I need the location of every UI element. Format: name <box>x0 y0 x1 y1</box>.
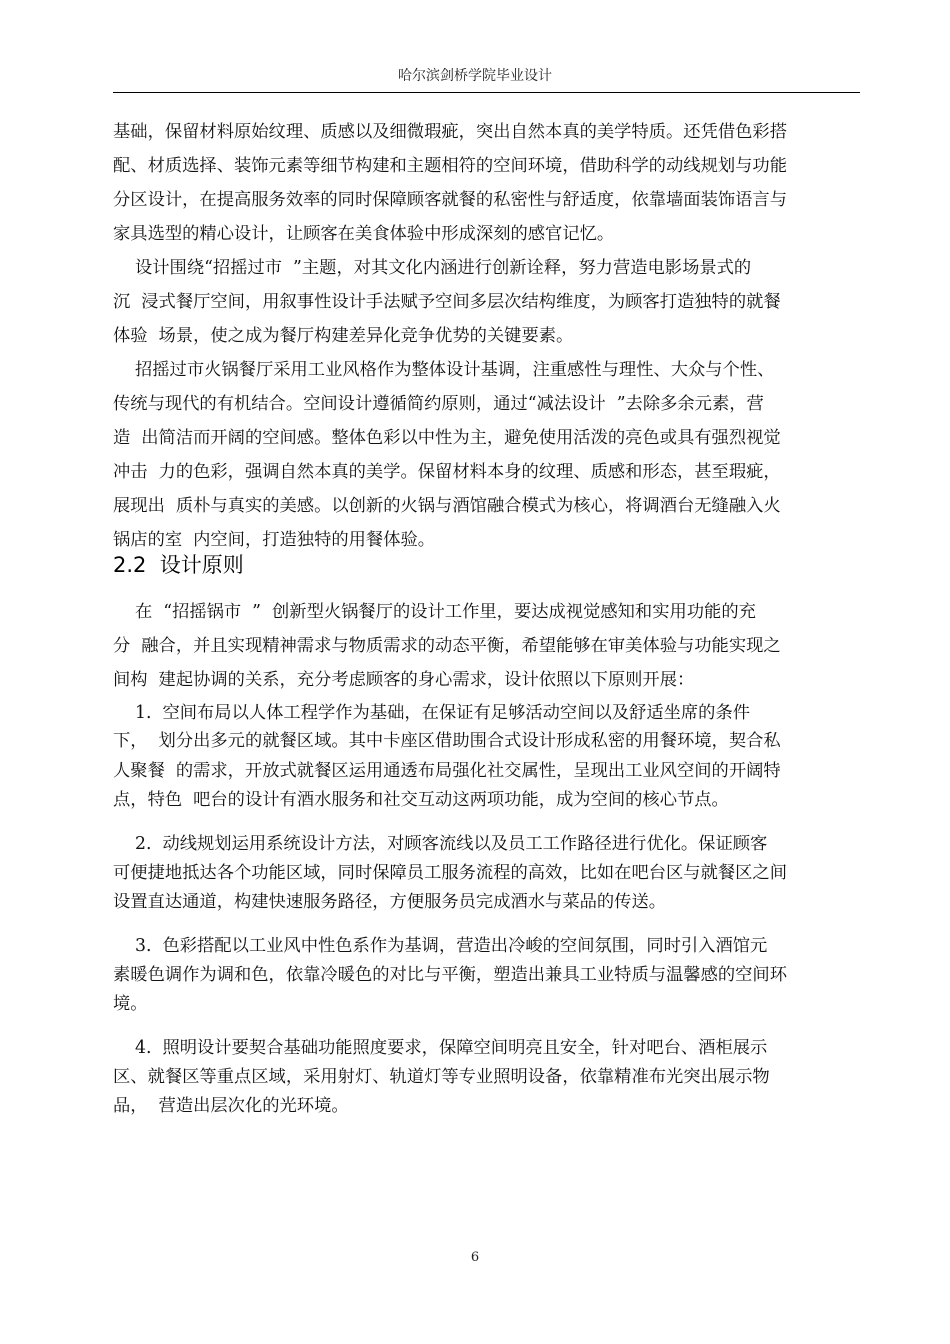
paragraph-line: 设计围绕“招摇过市 ”主题，对其文化内涵进行创新诠释，努力营造电影场景式的 <box>113 258 752 278</box>
paragraph-line: 冲击 力的色彩，强调自然本真的美学。保留材料本身的纹理、质感和形态，甚至瑕疵， <box>113 462 781 482</box>
list-item-line: 境。 <box>113 994 148 1014</box>
paragraph-line: 招摇过市火锅餐厅采用工业风格作为整体设计基调，注重感性与理性、大众与个性、 <box>113 360 775 380</box>
list-item-line: 素暖色调作为调和色，依靠冷暖色的对比与平衡，塑造出兼具工业特质与温馨感的空间环 <box>113 965 787 985</box>
page-number: 6 <box>470 1250 480 1265</box>
paragraph-line: 展现出 质朴与真实的美感。以创新的火锅与酒馆融合模式为核心，将调酒台无缝融入火 <box>113 496 781 516</box>
paragraph-line: 基础，保留材料原始纹理、质感以及细微瑕疵，突出自然本真的美学特质。还凭借色彩搭 <box>113 122 787 142</box>
paragraph-line: 分区设计，在提高服务效率的同时保障顾客就餐的私密性与舒适度，依靠墙面装饰语言与 <box>113 190 787 210</box>
paragraph-line: 家具选型的精心设计，让顾客在美食体验中形成深刻的感官记忆。 <box>113 224 615 244</box>
list-item-line: 品， 营造出层次化的光环境。 <box>113 1096 349 1116</box>
list-item-line: 2. 动线规划运用系统设计方法，对顾客流线以及员工工作路径进行优化。保证顾客 <box>113 834 768 854</box>
list-item-line: 1. 空间布局以人体工程学作为基础，在保证有足够活动空间以及舒适坐席的条件 <box>113 703 751 723</box>
list-item-line: 下， 划分出多元的就餐区域。其中卡座区借助围合式设计形成私密的用餐环境，契合私 <box>113 731 781 751</box>
paragraph-line: 体验 场景，使之成为餐厅构建差异化竞争优势的关键要素。 <box>113 326 574 346</box>
paragraph-line: 配、材质选择、装饰元素等细节构建和主题相符的空间环境，借助科学的动线规划与功能 <box>113 156 787 176</box>
list-item-line: 4. 照明设计要契合基础功能照度要求，保障空间明亮且安全，针对吧台、酒柜展示 <box>113 1038 768 1058</box>
paragraph-line: 传统与现代的有机结合。空间设计遵循简约原则，通过“减法设计 ”去除多余元素，营 <box>113 394 764 414</box>
list-item-line: 人聚餐 的需求，开放式就餐区运用通透布局强化社交属性，呈现出工业风空间的开阔特 <box>113 761 781 781</box>
list-item-line: 3. 色彩搭配以工业风中性色系作为基调，营造出冷峻的空间氛围，同时引入酒馆元 <box>113 936 768 956</box>
paragraph-line: 造 出简洁而开阔的空间感。整体色彩以中性为主，避免使用活泼的亮色或具有强烈视觉 <box>113 428 781 448</box>
section-heading: 2.2 设计原则 <box>113 553 244 577</box>
list-item-line: 点，特色 吧台的设计有酒水服务和社交互动这两项功能，成为空间的核心节点。 <box>113 790 729 810</box>
page-header: 哈尔滨剑桥学院毕业设计 <box>398 68 552 84</box>
paragraph-line: 分 融合，并且实现精神需求与物质需求的动态平衡，希望能够在审美体验与功能实现之 <box>113 636 781 656</box>
paragraph-line: 沉 浸式餐厅空间，用叙事性设计手法赋予空间多层次结构维度，为顾客打造独特的就餐 <box>113 292 781 312</box>
paragraph-line: 间构 建起协调的关系，充分考虑顾客的身心需求，设计依照以下原则开展： <box>113 670 695 690</box>
list-item-line: 设置直达通道，构建快速服务路径，方便服务员完成酒水与菜品的传送。 <box>113 892 667 912</box>
header-divider <box>113 92 860 93</box>
list-item-line: 可便捷地抵达各个功能区域，同时保障员工服务流程的高效，比如在吧台区与就餐区之间 <box>113 863 787 883</box>
paragraph-line: 在 “招摇锅市 ” 创新型火锅餐厅的设计工作里，要达成视觉感知和实用功能的充 <box>113 602 756 622</box>
paragraph-line: 锅店的室 内空间，打造独特的用餐体验。 <box>113 530 436 550</box>
list-item-line: 区、就餐区等重点区域，采用射灯、轨道灯等专业照明设备，依靠精准布光突出展示物 <box>113 1067 770 1087</box>
